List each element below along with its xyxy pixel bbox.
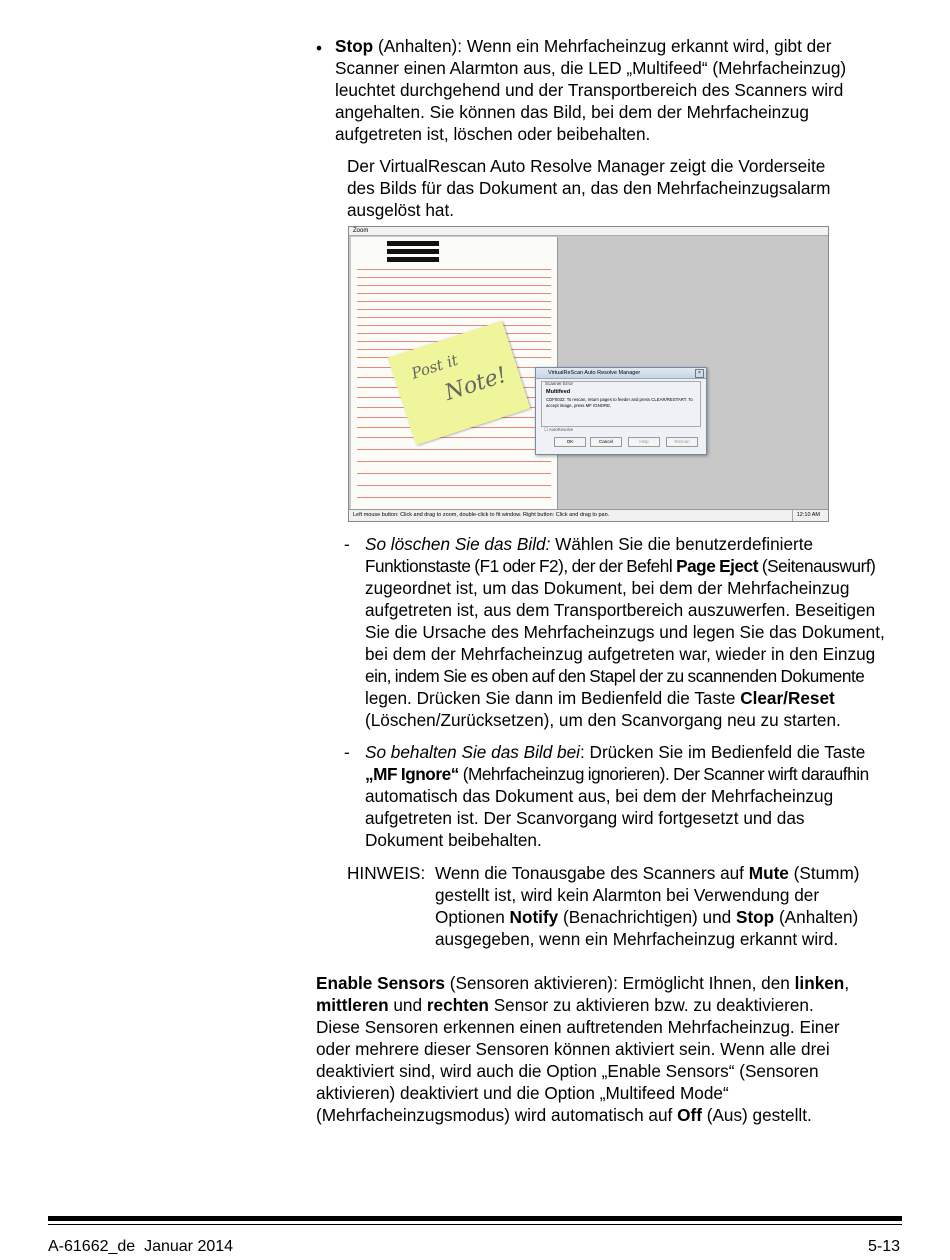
screenshot-figure bbox=[348, 226, 829, 522]
form-line bbox=[357, 301, 551, 302]
scanned-document bbox=[351, 237, 558, 509]
form-line bbox=[357, 333, 551, 334]
scanner-error-group bbox=[541, 381, 701, 427]
delete-item bbox=[365, 533, 910, 731]
sensors-text: (Sensoren aktivieren): Ermöglicht Ihnen, den bbox=[449, 973, 790, 993]
off-term: Off bbox=[677, 1105, 702, 1125]
dialog-title-text: VirtualReScan Auto Resolve Manager bbox=[548, 370, 641, 376]
stop-term: Stop bbox=[335, 36, 374, 56]
delete-text: (Seitenauswurf) bbox=[761, 556, 876, 576]
dash-marker: - bbox=[344, 534, 350, 554]
form-line bbox=[357, 449, 551, 450]
form-line bbox=[357, 497, 551, 498]
keep-text: : Drücken Sie im Bedienfeld die Taste bbox=[580, 742, 866, 762]
keep-text: aufgetreten ist. Der Scanvorgang wird fortgesetzt und das bbox=[365, 808, 805, 828]
form-line bbox=[357, 309, 551, 310]
keep-text: automatisch das Dokument aus, bei dem der Mehrfacheinzug bbox=[365, 786, 834, 806]
enable-sensors-term: Enable Sensors bbox=[316, 973, 445, 993]
delete-text: Wählen Sie die benutzerdefinierte bbox=[555, 534, 814, 554]
stop-term: Stop bbox=[735, 907, 775, 927]
form-line bbox=[357, 277, 551, 278]
keep-lead: So behalten Sie das Bild bei bbox=[365, 742, 580, 762]
sensors-text: oder mehrere dieser Sensoren können aktiviert sein. Wenn alle drei bbox=[316, 1039, 830, 1059]
dash-marker: - bbox=[344, 742, 350, 762]
page-eject-term: Page Eject bbox=[676, 556, 758, 576]
stop-line: leuchtet durchgehend und der Transportbereich des Scanners wird bbox=[335, 80, 844, 100]
delete-line-condensed bbox=[365, 556, 875, 576]
keep-line-condensed bbox=[365, 764, 869, 784]
redaction-bar bbox=[387, 241, 439, 246]
form-line bbox=[357, 461, 551, 462]
note-body bbox=[435, 862, 905, 950]
form-line bbox=[357, 325, 551, 326]
manager-paragraph bbox=[347, 155, 907, 221]
sensors-text: aktivieren) deaktiviert und die Option „Multifeed Mode“ bbox=[316, 1083, 729, 1103]
right-term: rechten bbox=[426, 995, 489, 1015]
stop-text: (Anhalten): Wenn ein Mehrfacheinzug erkannt wird, gibt der bbox=[377, 36, 832, 56]
notify-term: Notify bbox=[509, 907, 559, 927]
autoresolve-checkbox[interactable]: ☐ AutoResolve bbox=[544, 427, 574, 432]
checkbox-label: AutoResolve bbox=[548, 427, 574, 432]
delete-text: zugeordnet ist, um das Dokument, bei dem der Mehrfacheinzug bbox=[365, 578, 850, 598]
bullet-marker: • bbox=[316, 38, 323, 58]
post-it-text: Note! bbox=[441, 362, 510, 407]
form-line bbox=[357, 293, 551, 294]
sensors-text: (Aus) gestellt. bbox=[706, 1105, 812, 1125]
dialog-heading: Multifeed bbox=[546, 389, 571, 395]
note-text: (Benachrichtigen) und bbox=[563, 907, 732, 927]
sensors-text: (Mehrfacheinzugsmodus) wird automatisch auf bbox=[316, 1105, 673, 1125]
note-text: (Anhalten) bbox=[778, 907, 859, 927]
note-text: Wenn die Tonausgabe des Scanners auf bbox=[435, 863, 744, 883]
mf-ignore-term: „MF Ignore“ bbox=[365, 764, 459, 784]
form-line bbox=[357, 437, 551, 438]
dialog-title bbox=[536, 368, 706, 379]
close-icon[interactable]: × bbox=[695, 369, 704, 378]
delete-text: bei dem der Mehrfacheinzug aufgetreten war, wieder in den Einzug bbox=[365, 644, 876, 664]
clear-reset-term: Clear/Reset bbox=[740, 688, 835, 708]
delete-lead: So löschen Sie das Bild: bbox=[365, 534, 551, 554]
cancel-button[interactable]: Cancel bbox=[590, 437, 622, 447]
delete-text: (Löschen/Zurücksetzen), um den Scanvorgang neu zu starten. bbox=[365, 710, 841, 730]
footer-rule-thin bbox=[48, 1224, 902, 1225]
delete-text: aufgetreten ist, aus dem Transportbereich auszuwerfen. Beseitigen bbox=[365, 600, 876, 620]
post-it-text: Post it bbox=[409, 350, 461, 383]
footer-page-number: 5-13 bbox=[867, 1238, 900, 1255]
stop-item bbox=[335, 35, 915, 145]
note-text: gestellt ist, wird kein Alarmton bei Verwendung der bbox=[435, 885, 820, 905]
sensors-text: Diese Sensoren erkennen einen auftretenden Mehrfacheinzug. Einer bbox=[316, 1017, 840, 1037]
keep-text: (Mehrfacheinzug ignorieren). Der Scanner wirft daraufhin bbox=[462, 764, 869, 784]
manager-line: Der VirtualRescan Auto Resolve Manager zeigt die Vorderseite bbox=[347, 156, 826, 176]
delete-text: Sie die Ursache des Mehrfacheinzugs und legen Sie das Dokument, bbox=[365, 622, 885, 642]
status-time: 12:10 AM bbox=[792, 510, 820, 521]
manager-line: ausgelöst hat. bbox=[347, 200, 455, 220]
form-line bbox=[357, 473, 551, 474]
manager-line: des Bilds für das Dokument an, das den Mehrfacheinzugsalarm bbox=[347, 178, 831, 198]
figure-status-bar bbox=[349, 509, 828, 521]
note-label: HINWEIS: bbox=[347, 863, 426, 883]
status-text: Left mouse button: Click and drag to zoom, double-click to fit window. Right button: Click and drag to pan. bbox=[353, 512, 610, 518]
delete-text: legen. Drücken Sie dann im Bedienfeld die Taste bbox=[365, 688, 736, 708]
redaction-bar bbox=[387, 249, 439, 254]
keep-item bbox=[365, 741, 910, 851]
form-line bbox=[357, 485, 551, 486]
dialog-message: CDF0032: To rescan, return pages to feeder and press CLEAR/RESTART. To accept image, press MF IGNORE. bbox=[546, 397, 693, 408]
ok-button[interactable]: OK bbox=[554, 437, 586, 447]
form-line bbox=[357, 317, 551, 318]
middle-term: mittleren bbox=[316, 995, 389, 1015]
delete-text: ein, indem Sie es oben auf den Stapel der zu scannenden Dokumente bbox=[365, 666, 865, 686]
sensors-text: deaktiviert sind, wird auch die Option „Enable Sensors“ (Sensoren bbox=[316, 1061, 819, 1081]
mute-term: Mute bbox=[748, 863, 789, 883]
note-text: ausgegeben, wenn ein Mehrfacheinzug erkannt wird. bbox=[435, 929, 839, 949]
auto-resolve-dialog bbox=[535, 367, 707, 455]
sensors-text: Sensor zu aktivieren bzw. zu deaktivieren. bbox=[493, 995, 814, 1015]
keep-text: Dokument beibehalten. bbox=[365, 830, 542, 850]
sensors-text: und bbox=[393, 995, 423, 1015]
footer-doc-id: A-61662_de Januar 2014 bbox=[48, 1238, 234, 1255]
stop-line: Scanner einen Alarmton aus, die LED „Multifeed“ (Mehrfacheinzug) bbox=[335, 58, 847, 78]
note-text: Optionen bbox=[435, 907, 505, 927]
help-button[interactable]: Help bbox=[628, 437, 660, 447]
form-line bbox=[357, 269, 551, 270]
group-label: Scanner Error bbox=[545, 381, 574, 386]
enable-sensors-paragraph: Enable Sensors (Sensoren aktivieren): Ermöglicht Ihnen, den linken, mittleren und rechten Sensor zu aktivieren bzw. zu deaktivieren. Diese Sensoren erkennen einen auftretenden Mehrfacheinzug. Einer oder mehrere dieser Sensoren können aktiviert sein. Wenn alle drei deaktiviert sind, wird auch die Option „Enable Sensors“ (Sensoren aktivieren) deaktiviert und die Option „Multifeed Mode“ (Mehrfacheinzugsmodus) wird automatisch auf Off (Aus) gestellt. bbox=[316, 973, 850, 1125]
stop-line: angehalten. Sie können das Bild, bei dem der Mehrfacheinzug bbox=[335, 102, 809, 122]
stop-line: aufgetreten ist, löschen oder beibehalten. bbox=[335, 124, 651, 144]
form-line bbox=[357, 285, 551, 286]
rescan-button[interactable]: Rescan bbox=[666, 437, 698, 447]
delete-text: Funktionstaste (F1 oder F2), der der Befehl bbox=[365, 556, 673, 576]
left-term: linken bbox=[794, 973, 845, 993]
footer-rule bbox=[48, 1216, 902, 1221]
figure-window-title: Zoom bbox=[349, 227, 828, 236]
redaction-bar bbox=[387, 257, 439, 262]
note-text: (Stumm) bbox=[793, 863, 860, 883]
